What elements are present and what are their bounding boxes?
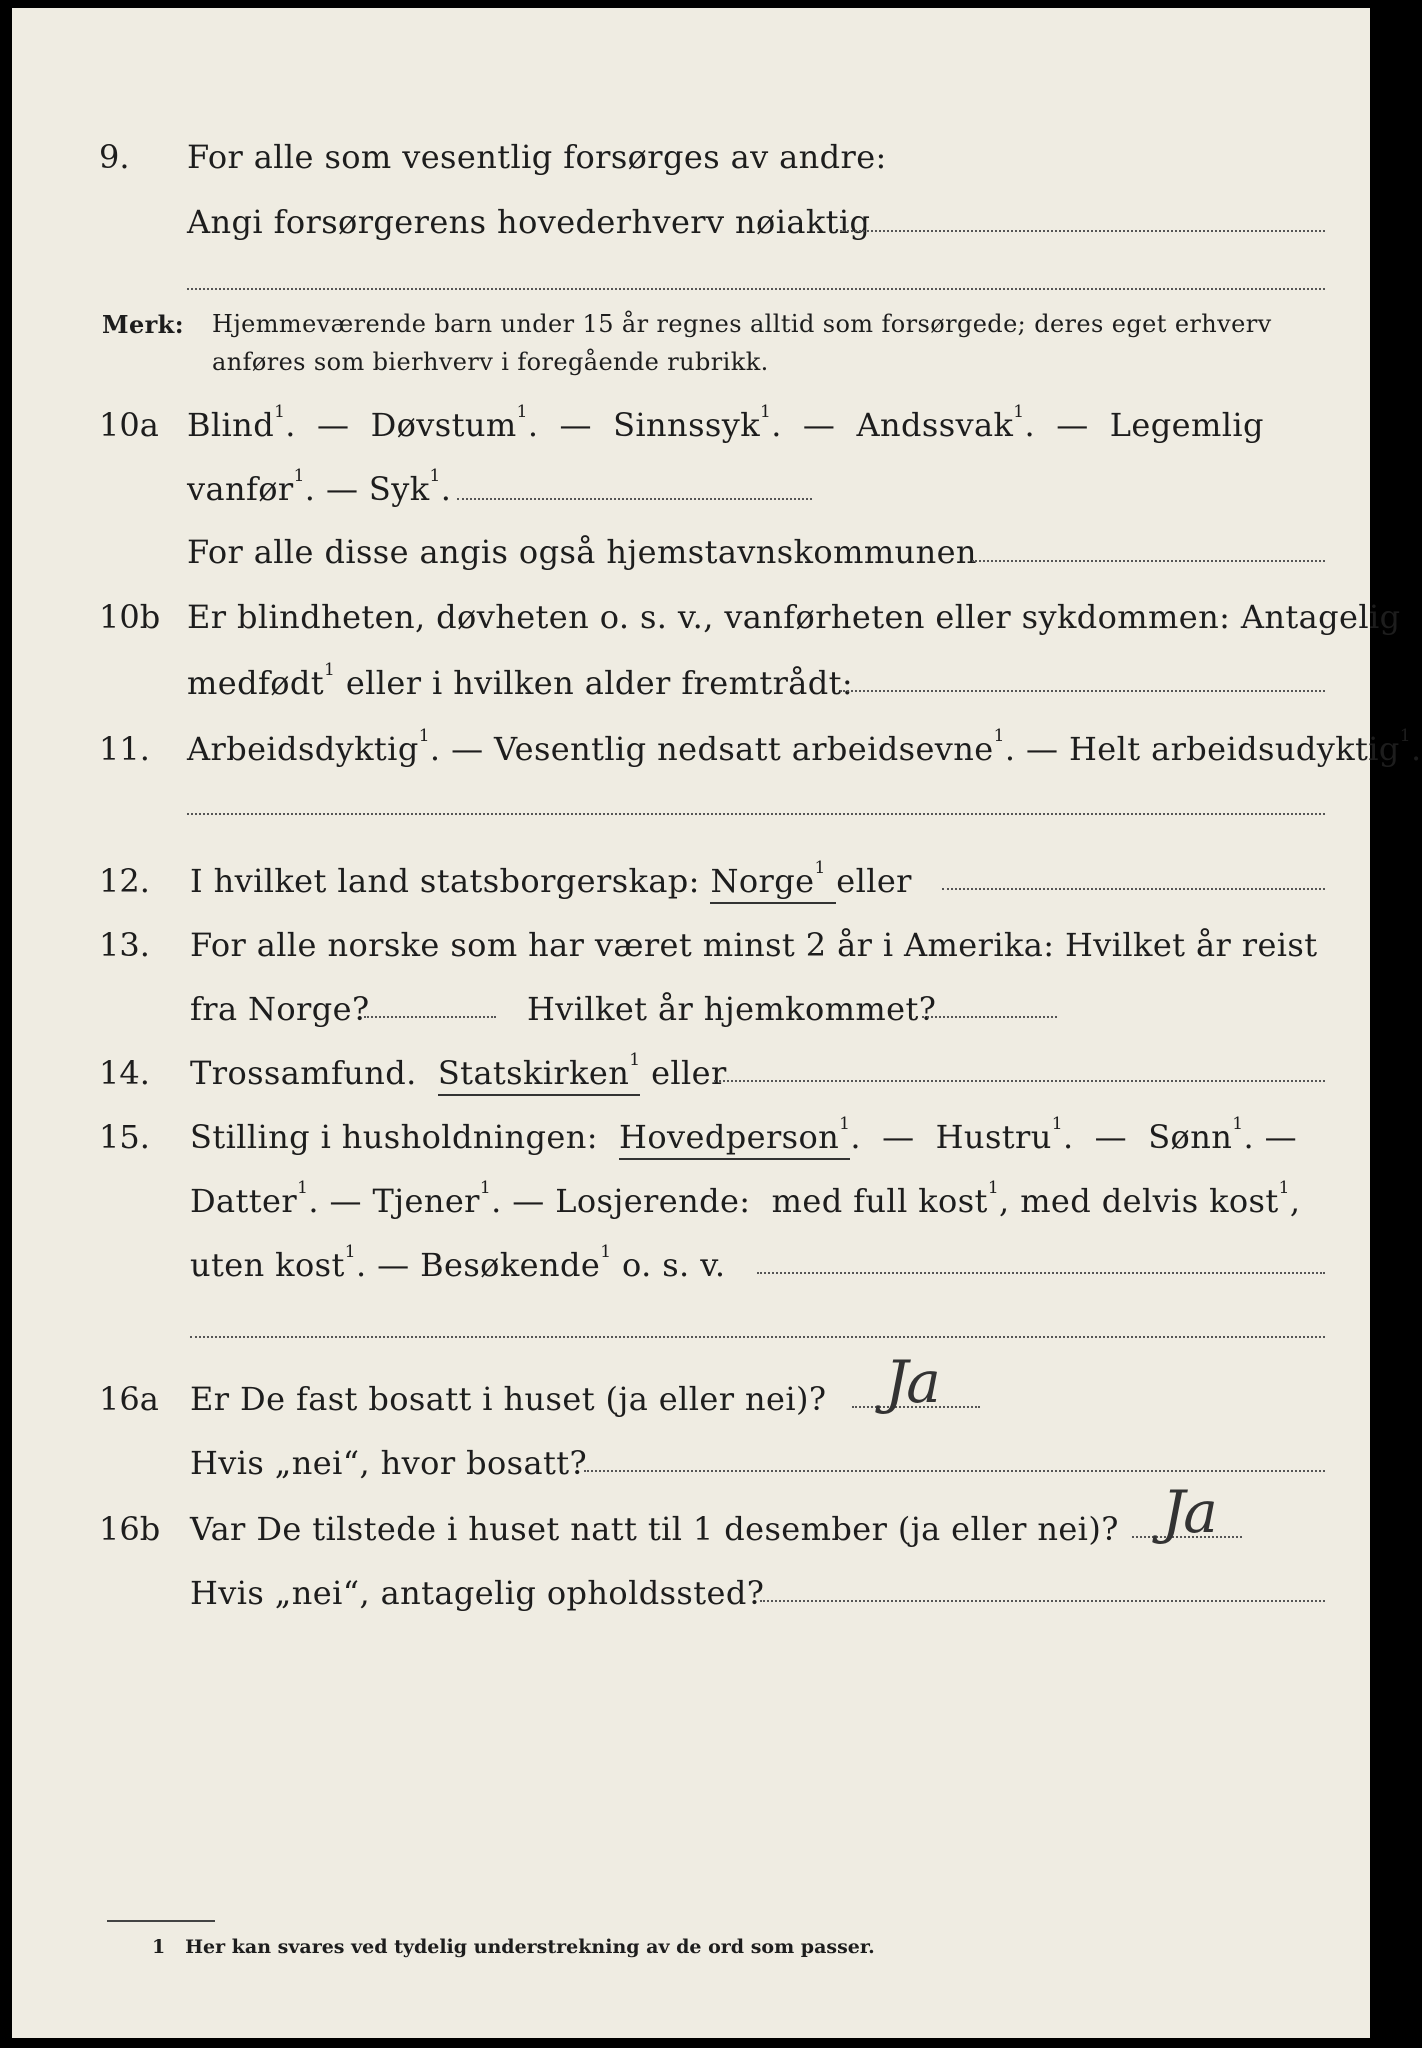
q10b-line2 — [187, 660, 854, 702]
sup-mark: 1 — [839, 1114, 851, 1134]
q14-answer-line[interactable] — [714, 1080, 1325, 1082]
opt-medfodt: medfødt — [187, 664, 325, 702]
q10b-number: 10b — [99, 598, 161, 636]
sup-mark: 1 — [274, 402, 286, 422]
q11-answer-line[interactable] — [187, 813, 1325, 815]
opt-norge-label: Norge — [710, 862, 815, 900]
sup-mark: 1 — [814, 858, 826, 878]
opt-norge — [710, 858, 836, 904]
q10a-line1: Blind$^1$. — Døvstum$^1$. — Sinnssyk$^1$. — Andssvak$^1$. — Legemlig — [187, 402, 1264, 444]
sup-mark: 1 — [344, 1242, 356, 1262]
sup-mark: 1 — [324, 660, 336, 680]
census-form-page — [12, 8, 1422, 2038]
q13-line2b: Hvilket år hjemkommet? — [527, 990, 937, 1028]
q15-line1: Stilling i husholdningen: Hovedperson$^1$. — Hustru$^1$. — Sønn$^1$. — — [190, 1118, 1297, 1156]
q16b-oppholdssted-line[interactable] — [760, 1600, 1325, 1602]
q12-eller: eller — [836, 862, 912, 900]
sup-mark: 1 — [1013, 402, 1025, 422]
opt-dovstum: Døvstum — [370, 406, 517, 444]
q15-answer-line-2[interactable] — [190, 1336, 1325, 1338]
sup-mark: 1 — [293, 466, 305, 486]
opt-andssvak: Andssvak — [856, 406, 1014, 444]
q12-text: I hvilket land statsborgerskap: — [190, 862, 700, 900]
sup-mark: 1 — [629, 1050, 641, 1070]
merk-label: Merk: — [102, 310, 184, 339]
sup-mark: 1 — [418, 726, 430, 746]
q9-answer-line[interactable] — [840, 230, 1325, 232]
q16b-handwritten-answer[interactable]: Ja — [1162, 1478, 1216, 1546]
q12-number: 12. — [99, 862, 150, 900]
sup-mark: 1 — [600, 1242, 612, 1262]
sup-mark: 1 — [1232, 1114, 1244, 1134]
opt-delvis-kost: med delvis kost — [1020, 1182, 1279, 1220]
footnote — [152, 1936, 875, 1958]
q10a-line2: vanfør$^1$. — Syk$^1$. — [187, 466, 452, 508]
opt-besokende: Besøkende — [420, 1246, 601, 1284]
opt-nedsatt: — Vesentlig nedsatt arbeidsevne — [451, 730, 994, 768]
q11-number: 11. — [99, 730, 150, 768]
sup-mark: 1 — [1399, 726, 1411, 746]
q14-text: Trossamfund. — [190, 1054, 417, 1092]
q15-number: 15. — [99, 1118, 150, 1156]
opt-hovedperson-label: Hovedperson — [619, 1118, 840, 1156]
sup-mark: 1 — [479, 1178, 492, 1198]
q10a-syk-line[interactable] — [457, 498, 812, 500]
q9-line2: Angi forsørgerens hovederhverv nøiaktig — [187, 203, 871, 241]
opt-hovedperson — [619, 1114, 851, 1160]
q16a-handwritten-answer[interactable]: Ja — [885, 1348, 939, 1416]
sup-mark: 1 — [993, 726, 1005, 746]
opt-vanfor: vanfør — [187, 470, 294, 508]
sup-mark: 1 — [1051, 1114, 1063, 1134]
q14-line — [190, 1050, 727, 1092]
q10a-line3: For alle disse angis også hjemstavnskommunen — [187, 533, 977, 571]
q16a-line2: Hvis „nei“, hvor bosatt? — [190, 1444, 588, 1482]
opt-sonn: Sønn — [1148, 1118, 1233, 1156]
opt-full-kost: med full kost — [771, 1182, 988, 1220]
q15-line3: uten kost$^1$. — Besøkende$^1$ o. s. v. — [190, 1242, 726, 1284]
sup-mark: 1 — [429, 466, 441, 486]
sup-mark: 1 — [1278, 1178, 1290, 1198]
q15-text: Stilling i husholdningen: — [190, 1118, 598, 1156]
q13-reist-line[interactable] — [364, 1016, 496, 1018]
opt-uten-kost: uten kost — [190, 1246, 345, 1284]
opt-blind: Blind — [187, 406, 275, 444]
sup-mark: 1 — [516, 402, 528, 422]
q13-line1: For alle norske som har været minst 2 år i Amerika: Hvilket år reist — [190, 926, 1318, 964]
q16b-number: 16b — [99, 1510, 161, 1548]
q14-eller: eller — [651, 1054, 727, 1092]
q9-answer-line-2[interactable] — [187, 288, 1325, 290]
opt-sinnssyk: Sinnssyk — [613, 406, 760, 444]
q11-line: Arbeidsdyktig$^1$. — Vesentlig nedsatt arbeidsevne$^1$. — Helt arbeidsudyktig$^1$. — [187, 726, 1422, 768]
q16b-line2: Hvis „nei“, antagelig opholdssted? — [190, 1574, 765, 1612]
q12-answer-line[interactable] — [942, 888, 1325, 890]
q16a-bosatt-line[interactable] — [584, 1470, 1325, 1472]
opt-statskirken — [437, 1050, 641, 1096]
q15-line2: Datter$^1$. — Tjener$^1$. — Losjerende: med full kost$^1$, med delvis kost$^1$, — [190, 1178, 1301, 1220]
q10a-number: 10a — [99, 406, 159, 444]
sup-mark: 1 — [987, 1178, 1000, 1198]
q10b-answer-line[interactable] — [840, 690, 1325, 692]
q9-line1: For alle som vesentlig forsørges av andre: — [187, 138, 887, 176]
q9-number: 9. — [99, 138, 130, 176]
q13-line2a: fra Norge? — [190, 990, 370, 1028]
opt-losjerende: Losjerende: — [555, 1182, 751, 1220]
sup-mark: 1 — [297, 1178, 309, 1198]
q16b-line1: Var De tilstede i huset natt til 1 desember (ja eller nei)? — [190, 1510, 1119, 1548]
q12-line — [190, 858, 912, 900]
q15-answer-line[interactable] — [757, 1272, 1325, 1274]
q14-number: 14. — [99, 1054, 150, 1092]
q16a-line1: Er De fast bosatt i huset (ja eller nei)? — [190, 1380, 827, 1418]
opt-udyktig: — Helt arbeidsudyktig — [1026, 730, 1400, 768]
footnote-mark: 1 — [152, 1936, 166, 1958]
merk-line1: Hjemmeværende barn under 15 år regnes alltid som forsørgede; deres eget erhverv — [212, 310, 1272, 338]
opt-statskirken-label: Statskirken — [437, 1054, 630, 1092]
q10b-line1: Er blindheten, døvheten o. s. v., vanførheten eller sykdommen: Antagelig — [187, 598, 1401, 636]
q10a-kommune-line[interactable] — [972, 560, 1325, 562]
footnote-text: Her kan svares ved tydelig understrekning av de ord som passer. — [185, 1936, 875, 1958]
q15-osv: o. s. v. — [621, 1246, 726, 1284]
opt-syk: Syk — [368, 470, 430, 508]
opt-datter: Datter — [190, 1182, 298, 1220]
q13-number: 13. — [99, 926, 150, 964]
opt-hustru: Hustru — [935, 1118, 1052, 1156]
opt-arbeidsdyktig: Arbeidsdyktig — [187, 730, 419, 768]
footnote-rule — [107, 1920, 215, 1922]
opt-tjener: Tjener — [372, 1182, 480, 1220]
q13-hjem-line[interactable] — [922, 1016, 1057, 1018]
opt-legemlig: Legemlig — [1109, 406, 1264, 444]
q10b-line2b: eller i hvilken alder fremtrådt: — [345, 664, 854, 702]
sup-mark: 1 — [759, 402, 772, 422]
q16a-number: 16a — [99, 1380, 159, 1418]
merk-line2: anføres som bierhverv i foregående rubrikk. — [212, 348, 769, 376]
